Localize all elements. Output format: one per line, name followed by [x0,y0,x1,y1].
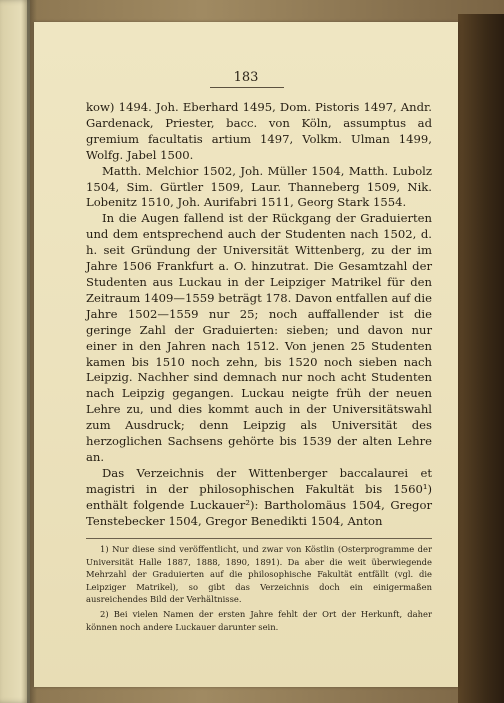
paragraph: kow) 1494. Joh. Eberhard 1495, Dom. Pistoris 1497, Andr. Gardenack, Priester, bacc. von Köln, assumptus ad gremium facultatis artium 1497, Volkm. Ulman 1499, Wolfg. Jabel 1500. [86,100,432,162]
footnotes [86,543,432,633]
header-rule [210,87,284,88]
page-number: 183 [233,70,259,85]
paragraph: In die Augen fallend ist der Rückgang der Graduierten und dem entsprechend auch der Studenten nach 1502, d. h. seit Gründung der Universität Wittenberg, zu der im Jahre 1506 Frankfurt a. O. hinzutrat. Die Gesamtzahl der Studenten aus Luckau in der Leipziger Matrikel für den Zeitraum 1409—1559 beträgt 178. Davon entfallen auf die Jahre 1502—1559 nur 25; noch auffallender ist die geringe Zahl der Graduierten: sieben; und davon nur einer in den Jahren nach 1512. Von jenen 25 Studenten kamen bis 1510 noch zehn, bis 1520 noch sieben nach Leipzig. Nachher sind demnach nur noch acht Studenten nach Leipzig gegangen. Luckau neigte früh der neuen Lehre zu, und dies kommt auch in der Universitätswahl zum Ausdruck; denn Leipzig als Universität des herzoglichen Sachsens gehörte bis 1539 der alten Lehre an. [86,211,432,464]
book-page [34,22,458,687]
body-text [86,100,432,529]
left-page-edge [0,0,30,703]
footnote-divider [86,538,432,539]
footnote: 2) Bei vielen Namen der ersten Jahre fehlt der Ort der Herkunft, daher können noch andere Luckauer darunter sein. [86,608,432,632]
paragraph: Das Verzeichnis der Wittenberger baccalaurei et magistri in der philosophischen Fakultät bis 1560¹) enthält folgende Luckauer²): Bartholomäus 1504, Gregor Tenstebecker 1504, Gregor Benedikti 1504, Anton [86,465,432,528]
book-cover-edge [458,14,504,703]
paragraph: Matth. Melchior 1502, Joh. Müller 1504, Matth. Lubolz 1504, Sim. Gürtler 1509, Laur. Thanneberg 1509, Nik. Lobenitz 1510, Joh. Aurifabri 1511, Georg Stark 1554. [86,163,432,210]
footnote: 1) Nur diese sind veröffentlicht, und zwar von Köstlin (Osterprogramme der Universität Halle 1887, 1888, 1890, 1891). Da aber die weit überwiegende Mehrzahl der Graduierten auf die philosophische Fakultät entfällt (vgl. die Leipziger Matrikel), so gibt das Verzeichnis doch ein einigermaßen ausreichendes Bild der Verhältnisse. [86,544,432,605]
